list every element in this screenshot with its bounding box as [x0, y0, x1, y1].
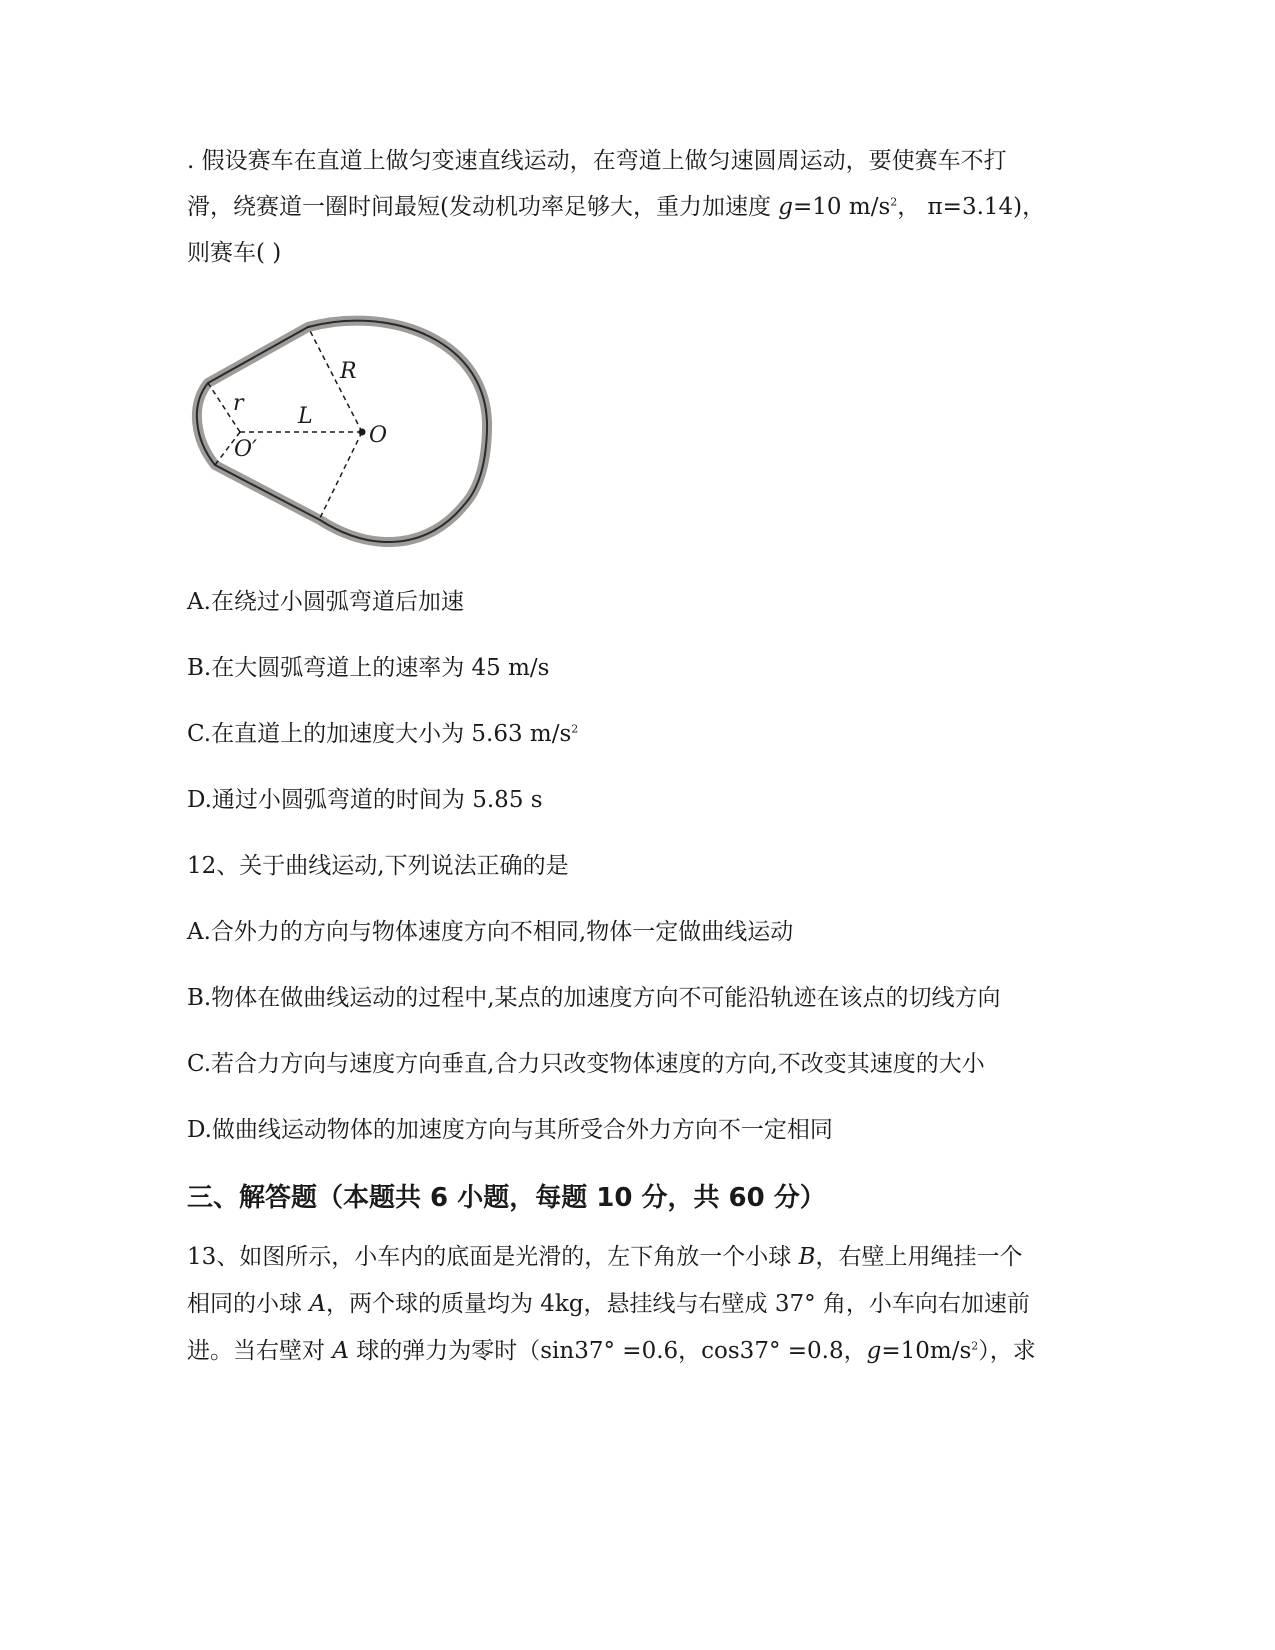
q13-line-1 [187, 1233, 1087, 1281]
q12-option-a: A.合外力的方向与物体速度方向不相同,物体一定做曲线运动 [187, 919, 794, 945]
q11-option-c-text: C.在直道上的加速度大小为 5.63 m/s [187, 721, 572, 747]
construction-lines [208, 327, 362, 518]
q11-line-3: 则赛车( ) [187, 240, 282, 266]
ball-b-symbol: B [798, 1244, 816, 1270]
q11-option-c [187, 710, 1087, 758]
label-O-prime: O′ [234, 437, 258, 462]
q13-line-2-end: ，两个球的质量均为 4kg，悬挂线与右壁成 37° 角，小车向右加速前 [325, 1291, 1030, 1317]
superscript: 2 [971, 1339, 979, 1353]
label-R: R [340, 359, 357, 384]
q13-line-1-end: ，右壁上用绳挂一个 [815, 1244, 1023, 1270]
q11-line-2-end: ， π=3.14)， [897, 194, 1046, 220]
q12-option-c: C.若合力方向与速度方向垂直,合力只改变物体速度的方向,不改变其速度的大小 [187, 1051, 985, 1077]
race-track-figure [190, 315, 520, 565]
q11-option-d: D.通过小圆弧弯道的时间为 5.85 s [187, 787, 543, 813]
center-o-dot [359, 429, 366, 436]
q12-option-d: D.做曲线运动物体的加速度方向与其所受合外力方向不一定相同 [187, 1117, 833, 1143]
q13-line-1-text: 13、如图所示，小车内的底面是光滑的，左下角放一个小球 [187, 1244, 799, 1270]
q12-option-b: B.物体在做曲线运动的过程中,某点的加速度方向不可能沿轨迹在该点的切线方向 [187, 985, 1001, 1011]
q11-option-b: B.在大圆弧弯道上的速率为 45 m/s [187, 655, 550, 681]
q11-line-2 [187, 183, 1087, 231]
section-3-heading: 三、解答题（本题共 6 小题，每题 10 分，共 60 分） [187, 1183, 826, 1213]
q11-line-2-text: 滑，绕赛道一圈时间最短(发动机功率足够大，重力加速度 [187, 194, 779, 220]
superscript: 2 [890, 195, 898, 209]
q13-line-2-text: 相同的小球 [187, 1291, 310, 1317]
ball-a-symbol: A [309, 1291, 326, 1317]
gravity-value: =10m/s [881, 1338, 972, 1364]
ball-a-symbol: A [332, 1338, 349, 1364]
q13-line-3 [187, 1327, 1087, 1375]
q11-line-1: . 假设赛车在直道上做匀变速直线运动，在弯道上做匀速圆周运动，要使赛车不打 [187, 148, 1007, 174]
label-L: L [298, 404, 313, 429]
q13-line-3-text: 进。当右壁对 [187, 1338, 333, 1364]
gravity-value: =10 m/s [793, 194, 891, 220]
q12-stem: 12、关于曲线运动,下列说法正确的是 [187, 853, 569, 879]
q13-line-3-end: ），求 [978, 1338, 1036, 1364]
label-r: r [233, 391, 244, 416]
gravity-symbol: g [866, 1338, 882, 1364]
q13-line-3-mid: 球的弹力为零时（sin37° =0.6，cos37° =0.8， [348, 1338, 867, 1364]
gravity-symbol: g [778, 194, 794, 220]
label-O: O [369, 423, 388, 448]
superscript: 2 [571, 722, 579, 736]
q11-option-a: A.在绕过小圆弧弯道后加速 [187, 589, 464, 615]
q13-line-2 [187, 1280, 1087, 1328]
